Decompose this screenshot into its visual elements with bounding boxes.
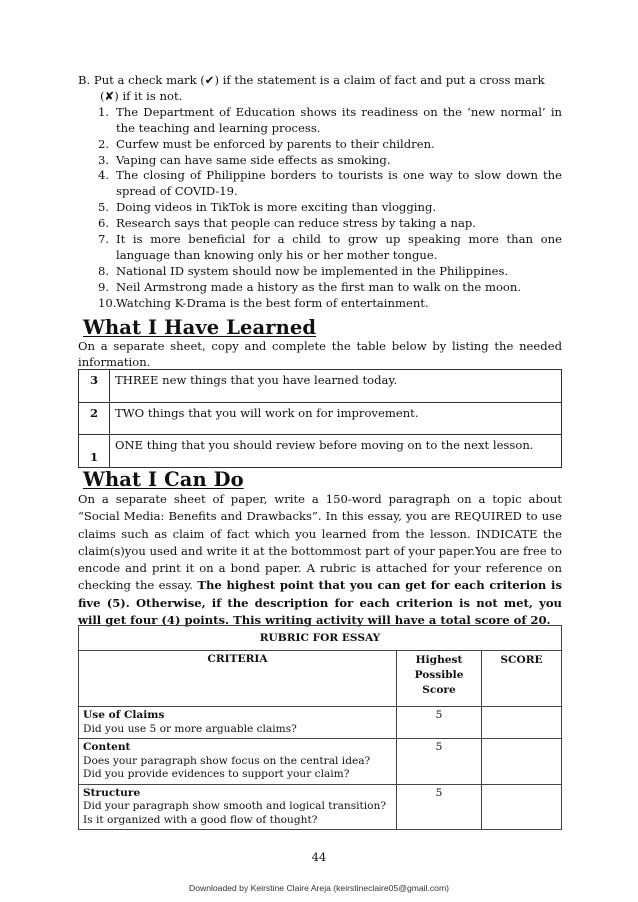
row-text: ONE thing that you should review before moving on to the next lesson. — [110, 435, 562, 468]
item-text: The Department of Education shows its readiness on the ‘new normal’ in the teaching and learning process. — [116, 104, 562, 135]
criterion-description: Did you provide evidences to support your claim? — [83, 768, 350, 780]
item-number: 6. — [98, 216, 110, 231]
table-row — [79, 370, 562, 403]
list-item — [78, 168, 562, 200]
can-do-text: On a separate sheet of paper, write a 150-word paragraph on a topic about “Social Media: Benefits and Drawbacks”. In this essay, you are REQUIRED to use claims such as claim of fact which you learned from the lesson. INDICATE the claim(s)you used and write it at the bottommost part of your paper.You are free to encode and print it on a bond paper. A rubric is attached for your reference on checking the essay. — [78, 492, 562, 593]
item-number: 9. — [98, 279, 110, 294]
criterion-description: Is it organized with a good flow of thought? — [83, 813, 318, 826]
criterion-cell — [79, 784, 397, 830]
list-item — [78, 296, 562, 312]
what-i-can-do-heading: What I Can Do — [83, 468, 244, 491]
score-cell — [482, 784, 562, 830]
item-number: 4. — [98, 168, 110, 183]
item-text: Neil Armstrong made a history as the first man to walk on the moon. — [116, 279, 522, 294]
list-item — [78, 137, 562, 153]
item-text: It is more beneficial for a child to grow up speaking more than one language than knowing only his or her mother tongue. — [116, 232, 562, 262]
list-item — [78, 200, 562, 216]
criterion-points: 5 — [397, 784, 482, 830]
criterion-description: Did your paragraph show smooth and logical transition? — [83, 800, 387, 812]
item-number: 2. — [98, 136, 110, 151]
item-number: 1. — [98, 104, 110, 119]
item-number: 10. — [98, 295, 117, 310]
learned-table — [78, 369, 562, 468]
list-item — [78, 232, 562, 264]
table-row — [79, 784, 562, 830]
highest-score-header: Highest Possible Score — [397, 651, 482, 707]
rubric-title: RUBRIC FOR ESSAY — [79, 626, 562, 651]
item-number: 5. — [98, 200, 110, 215]
section-b — [78, 73, 562, 312]
item-number: 7. — [98, 232, 110, 247]
table-row — [79, 707, 562, 739]
download-footer: Downloaded by Keirstine Claire Areja (keirstineclaire05@gmail.com) — [189, 883, 449, 893]
list-item — [78, 280, 562, 296]
row-number: 1 — [79, 435, 110, 468]
score-header: SCORE — [482, 651, 562, 707]
what-i-have-learned-heading: What I Have Learned — [83, 316, 317, 339]
table-row — [79, 626, 562, 651]
item-text: The closing of Philippine borders to tourists is one way to slow down the spread of COVID-19. — [116, 168, 562, 199]
criterion-cell — [79, 739, 397, 785]
list-item — [78, 105, 562, 137]
criterion-description: Did you use 5 or more arguable claims? — [83, 722, 297, 735]
item-number: 3. — [98, 152, 110, 167]
item-text: Curfew must be enforced by parents to their children. — [116, 136, 435, 151]
row-number: 2 — [79, 403, 110, 435]
item-text: Research says that people can reduce stress by taking a nap. — [116, 216, 476, 231]
criterion-points: 5 — [397, 707, 482, 739]
criterion-name: Content — [83, 741, 131, 753]
score-cell — [482, 707, 562, 739]
statement-list — [78, 105, 562, 312]
rubric-table — [78, 625, 562, 830]
list-item — [78, 216, 562, 232]
item-text: Doing videos in TikTok is more exciting than vlogging. — [116, 200, 437, 215]
can-do-paragraph — [78, 491, 562, 629]
page-number: 44 — [311, 850, 327, 864]
learned-instruction: On a separate sheet, copy and complete the table below by listing the needed information. — [78, 339, 562, 369]
row-text: THREE new things that you have learned today. — [110, 370, 562, 403]
table-row — [79, 651, 562, 707]
can-do-bold-text: The highest point that you can get for each criterion is five (5). Otherwise, if the description for each criterion is not met, you will get four (4) points. This writing activity will have a total score of 20. — [78, 578, 562, 628]
criterion-name: Structure — [83, 786, 141, 799]
item-text: Watching K-Drama is the best form of entertainment. — [116, 295, 429, 310]
criterion-points: 5 — [397, 739, 482, 785]
table-row — [79, 739, 562, 785]
item-text: National ID system should now be implemented in the Philippines. — [116, 263, 509, 278]
item-text: Vaping can have same side effects as smoking. — [116, 152, 391, 167]
criteria-header: CRITERIA — [79, 651, 397, 707]
row-text: TWO things that you will work on for improvement. — [110, 403, 562, 435]
item-number: 8. — [98, 263, 110, 278]
criterion-description: Does your paragraph show focus on the central idea? — [83, 754, 371, 767]
list-item — [78, 153, 562, 169]
table-row — [79, 435, 562, 468]
table-row — [79, 403, 562, 435]
criterion-name: Use of Claims — [83, 709, 165, 721]
list-item — [78, 264, 562, 280]
criterion-cell — [79, 707, 397, 739]
section-b-instruction: B. Put a check mark (✔) if the statement is a claim of fact and put a cross mark (✘) if it is not. — [78, 73, 545, 103]
score-cell — [482, 739, 562, 785]
row-number: 3 — [79, 370, 110, 403]
